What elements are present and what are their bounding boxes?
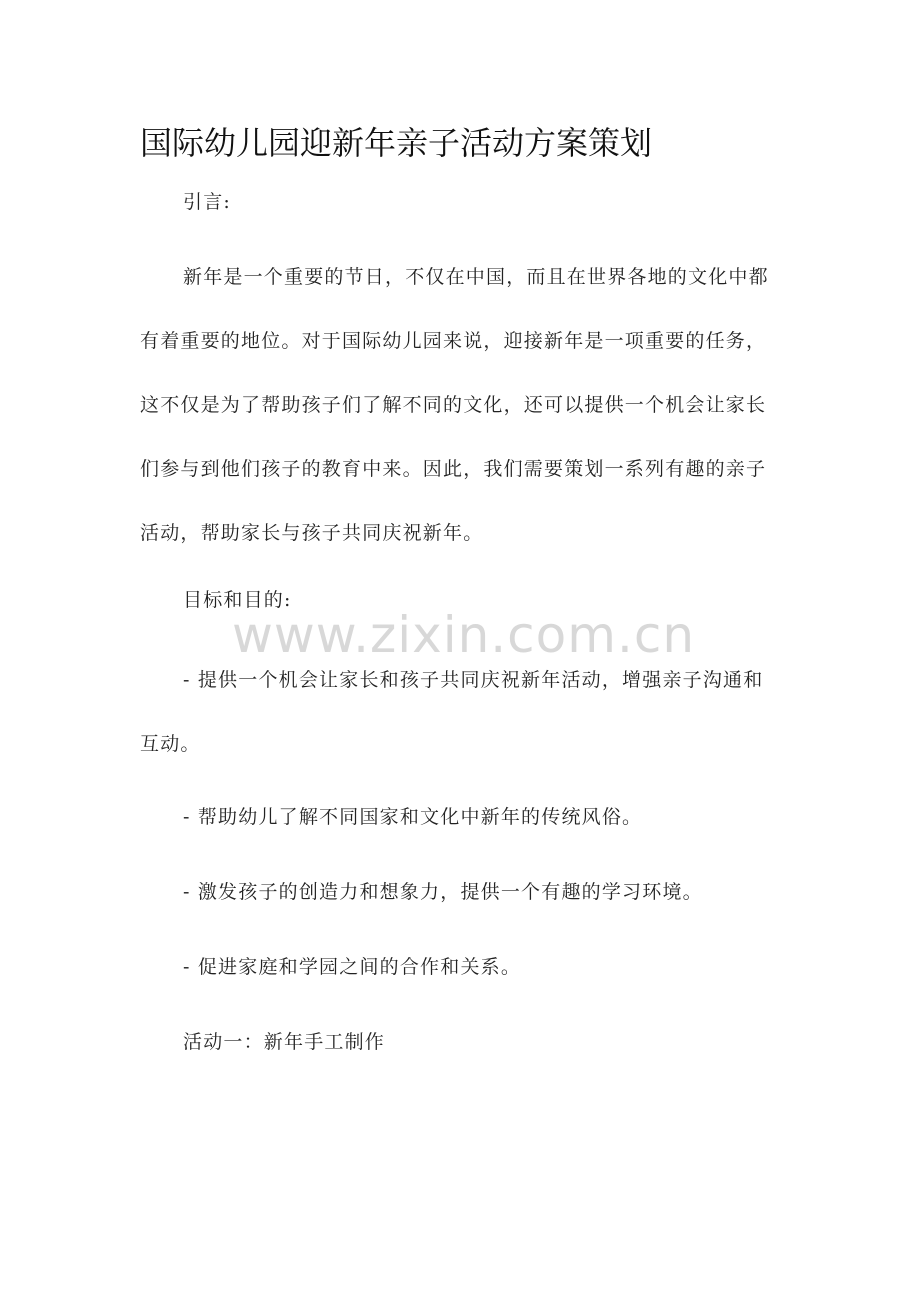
goals-label: 目标和目的: <box>183 589 292 611</box>
goal-item: - 提供一个机会让家长和孩子共同庆祝新年活动，增强亲子沟通和互动。 <box>140 669 764 755</box>
watermark: www.zixin.com.cn <box>232 606 696 664</box>
document-title: 国际幼儿园迎新年亲子活动方案策划 <box>140 124 653 162</box>
goal-item: - 帮助幼儿了解不同国家和文化中新年的传统风俗。 <box>183 806 643 828</box>
goal-item: - 促进家庭和学园之间的合作和关系。 <box>183 956 522 978</box>
intro-label: 引言: <box>183 191 232 213</box>
activity-one-heading: 活动一：新年手工制作 <box>183 1031 386 1053</box>
goal-item: - 激发孩子的创造力和想象力，提供一个有趣的学习环境。 <box>183 881 703 903</box>
intro-paragraph: 新年是一个重要的节日，不仅在中国，而且在世界各地的文化中都有着重要的地位。对于国际幼儿园来说，迎接新年是一项重要的任务，这不仅是为了帮助孩子们了解不同的文化，还可以提供一个机会让家长们参与到他们孩子的教育中来。因此，我们需要策划一系列有趣的亲子活动，帮助家长与孩子共同庆祝新年。 <box>140 266 769 544</box>
